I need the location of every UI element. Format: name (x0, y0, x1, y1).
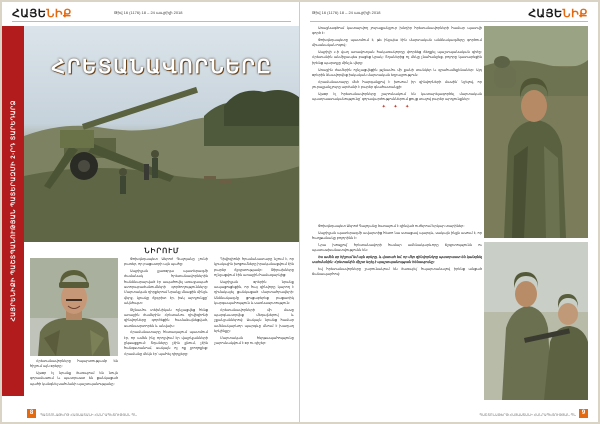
page-footer: ՊԱՇՏՈՆԱԹԵՐԹ ՀԱՅԱՍՏԱՆԻ ՀԱՆՐԱՊԵՏՈՒԹՅԱՆ ՊՆ (479, 413, 576, 417)
page-number: 9 (579, 409, 588, 418)
top-rule (12, 21, 291, 22)
paragraph: Հրամանատարը հետագայում պատմում էր, որ ամեն ինչ որոշվում էր վայրկյանների ընթացքում։ Տղաները չէին քնում, չէին հանգստանում, սակայն ոչ ոք չբողոքեց։ Հրամանը մեկն էր՝ պահել դիրքերը։ (124, 330, 208, 356)
paragraph: Փոխգնդապետը պատմում է, թե ինչպես էին մարտական անձնակազմերը գործում միասնական ոգով։ (312, 38, 482, 48)
logo-part2: ՆԻՔ (562, 8, 588, 20)
paragraph: Հրամանատարը մեծ հարգանքով է խոսում իր զինվորների մասին՝ նշելով, որ յուրաքանչյուրը արժանի է բարձր գնահատանքի։ (312, 79, 482, 89)
section-divider: ✦ ✦ ✦ (381, 104, 413, 111)
officer-photo (30, 258, 118, 356)
magazine-spread (2, 2, 598, 422)
paragraph: Փոխգնդապետ Սերոժ Գալոյանը ծառայում է զինված ուժերում երկար տարիներ։ (318, 224, 465, 228)
soldier-photo-bottom (484, 242, 588, 400)
paragraph: Ապրիլյան պատերազմի ավարտից հետո նա ստացավ պարգև, սակայն ինքն ասում է, որ հաղթանակը բոլորինն է։ (312, 230, 482, 241)
magazine-logo (528, 7, 588, 20)
headline: ՀՐԵՏԱՆԱՎՈՐՆԵՐԸ (51, 57, 273, 78)
paragraph: Եվ հրետանավորները շարունակում են ծառայել՝ հպարտանալով իրենց անցած ճանապարհով։ (312, 267, 482, 277)
paragraph: Փոխգնդապետ Սերոժ Գալոյանը չունի բառեր, որ բացատրի այն պահը։ (124, 257, 208, 267)
vertical-title-text: ՀԱՅՐԵՆԻՔԻ ՊԱՇՏՊԱՆՈՒԹՅԱՆ ՊԱՏԵՐԱԶՄԻ 2-ՐԴ ՏԱՐԵԴԱՐՁ (10, 100, 17, 322)
page-number: 8 (27, 409, 36, 418)
right-column-top (312, 26, 482, 222)
paragraph: Ապրիլյան քառօրյա պատերազմի ժամանակ հրետանավորներին հանձնարարված էր ապահովել առաջապահ ստորաբաժանումների գործողությունները։ Մարտական դիրքերում նրանք մնացին մինչև վերջ, կրակը ճշգրիտ էր, իսկ արդյունքը՝ ակնհայտ։ (124, 269, 208, 305)
left-col-continued (30, 359, 118, 399)
paragraph: Հրետանավորների մի մասը պարգևատրվեց մեդալներով և շքանշաններով։ Սակայն նրանց համար ամենակարևոր պարգևը մնում է խաղաղ երկինքը։ (214, 307, 294, 333)
officer-portrait (30, 258, 118, 356)
paragraph: Այսօր էլ նրանք ծառայում են նույն զորամասում և պատրաստ են ցանկացած պահի կանգնել սահմանի պաշտպանությանը։ (30, 371, 118, 386)
hero-photo (24, 26, 300, 242)
right-page (300, 2, 598, 422)
issue-line: Թիվ 16 (1176) 18 – 24 ապրիլի 2018 (312, 10, 381, 15)
magazine-logo (12, 7, 72, 20)
left-page (2, 2, 300, 422)
vertical-title (2, 26, 24, 396)
paragraph: Այսօր էլ հրետանավորները շարունակում են կատարելագործել մարտական պատրաստականությունը՝ զորավարժություններում ցույց տալով բարձր արդյունքներ։ (312, 91, 482, 102)
bold-quote: Ես ամեն օր հիշում եմ այն օրերը, և վստահ եմ, որ մեր զինվորները պատրաստ են կանգնել սահմանին։ Հրետանին միշտ եղել է պաշտպանության հենասյունը։ (312, 254, 482, 265)
paragraph: Դիվիզիոնի հրամանատարը նշում է, որ կրակային խոցումները իրականացվում էին բարձր ճշգրտությամբ։ Թիրախները ոչնչացվում էին առաջին համազարկից։ (214, 257, 294, 277)
paragraph: Ապրիլյան օրերին նրանք ապացուցեցին, որ հայ զինվորը կարող է դիմակայել ցանկացած մարտահրավերի։ Անձնակազմը ցուցաբերեց բացառիկ կարգապահություն և սառնասրտություն։ (214, 279, 294, 305)
left-column-a (124, 257, 208, 399)
paragraph: Թշնամու տեխնիկան ոչնչացվեց հենց առաջին ժամերին։ Հրետանու դիվիզիոնի զինվորները գործեցին համաձայնեցված, սառնասրտորեն և անվախ։ (124, 307, 208, 328)
soldier-photo-top (484, 26, 588, 238)
logo-part1: ՀԱՅԵ (12, 8, 47, 20)
soldiers-training-photo (484, 242, 588, 400)
left-column-b (214, 257, 294, 399)
top-rule (310, 21, 588, 22)
paragraph: Ապրիլի 2-ի վաղ առավոտյան հակառակորդը փորձեց ճեղքել պաշտպանական գիծը։ Հրետանին անմիջապես բացեց կրակ։ Տղաներից ոչ մեկը չնահանջեց, բոլորը կատարեցին իրենց պարտքը մինչև վերջ։ (312, 50, 482, 65)
paragraph: Մարտական հերթապահությունը շարունակվում է օր ու գիշեր։ (214, 335, 294, 345)
section-subhead: ՆԻՐՈՒՄ (144, 247, 180, 255)
right-column-bottom (312, 224, 482, 400)
logo-part2: ՆԻՔ (46, 8, 72, 20)
page-footer: ՊԱՇՏՈՆԱԹԵՐԹ ՀԱՅԱՍՏԱՆԻ ՀԱՆՐԱՊԵՏՈՒԹՅԱՆ ՊՆ (40, 413, 137, 417)
paragraph: Հրետանավորները հպարտությամբ են հիշում այն օրերը։ (30, 359, 118, 369)
soldiers-trench-photo (484, 26, 588, 238)
issue-line: Թիվ 16 (1176) 18 – 24 ապրիլի 2018 (114, 10, 183, 15)
logo-part1: ՀԱՅԵ (528, 8, 563, 20)
paragraph: Առաջին ժամերին ոչնչացվեցին թշնամու մի քանի տանկեր և զրահամեքենաներ։ Այդ օրերին ձևավորվեց իսկական մարտական եղբայրություն։ (312, 67, 482, 77)
paragraph: Առաջնագծում կատարվող յուրաքանչյուր խնդիր հրետանավորների համար պատվի գործ է։ (312, 26, 482, 36)
paragraph: Նրա խոսքով՝ հրետանավորի համար ամենակարևորը ճշգրտությունն ու պատասխանատվությունն են։ (312, 242, 482, 253)
